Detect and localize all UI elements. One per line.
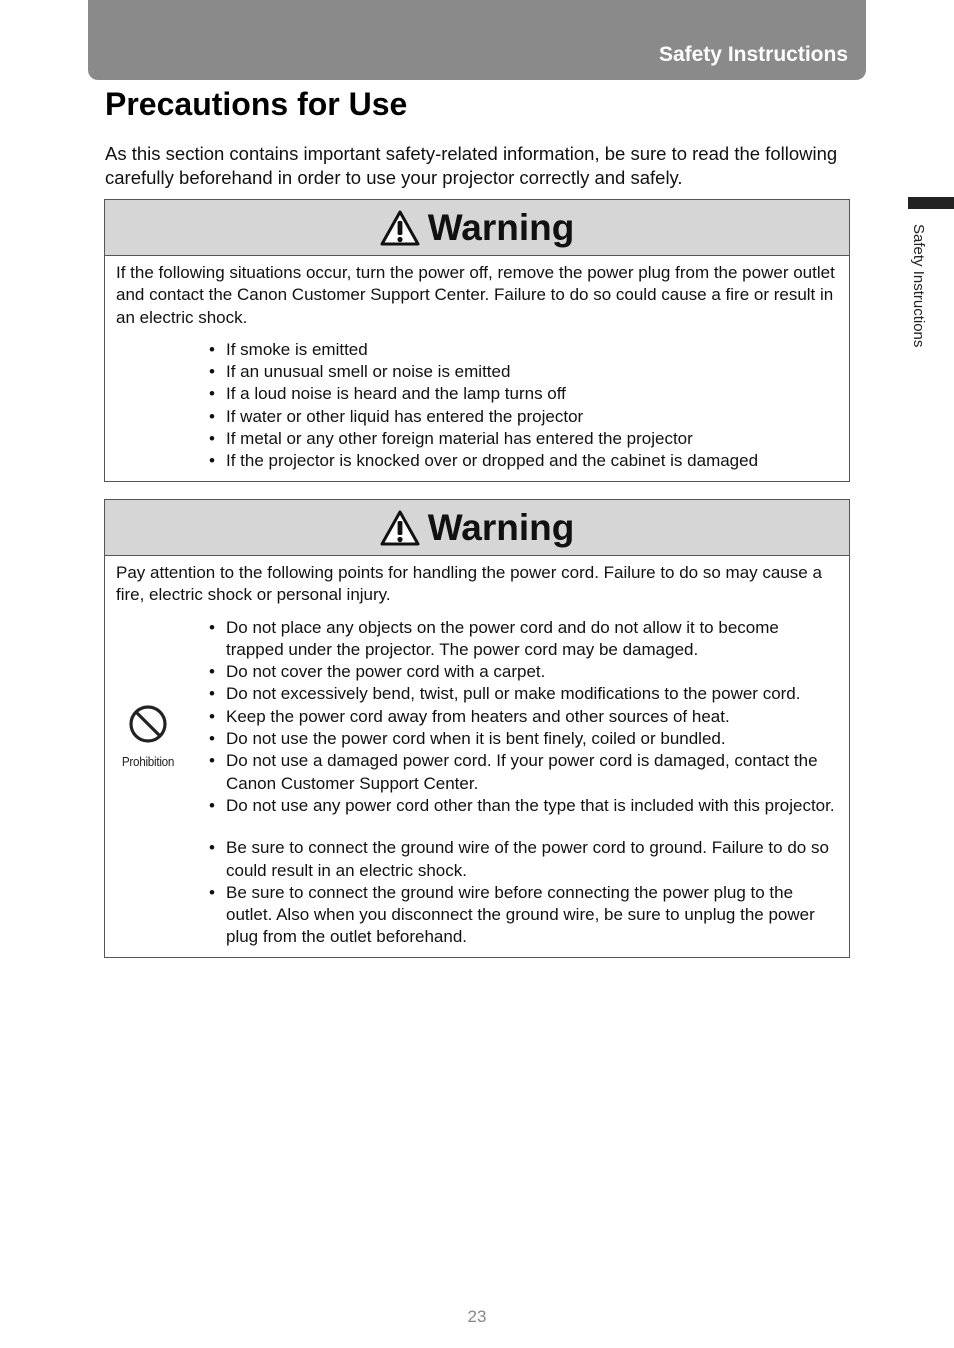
warning-box-power-cord xyxy=(104,499,850,958)
list-item: • Do not use a damaged power cord. If your power cord is damaged, contact the Canon Customer Support Center. xyxy=(204,750,839,795)
list-item: • Do not use the power cord when it is bent finely, coiled or bundled. xyxy=(204,728,839,750)
warning-heading: Warning xyxy=(427,206,575,248)
warning-text: If the following situations occur, turn the power off, remove the power plug from the power outlet and contact the Canon Customer Support Center. Failure to do so could cause a fire or result in an electric shock. xyxy=(116,263,835,327)
ground-wire-list xyxy=(116,837,839,948)
side-tab-label: Safety Instructions xyxy=(910,224,927,348)
list-item: • Do not excessively bend, twist, pull or make modifications to the power cord. xyxy=(204,683,839,705)
prohibition-label: Prohibition xyxy=(121,754,175,770)
page-title: Precautions for Use xyxy=(105,86,408,122)
list-item: • Do not use any power cord other than the type that is included with this projector. xyxy=(204,795,839,817)
list-item: • Be sure to connect the ground wire of the power cord to ground. Failure to do so could result in an electric shock. xyxy=(204,837,839,882)
warning-heading: Warning xyxy=(427,506,575,548)
page-number: 23 xyxy=(467,1307,487,1326)
header-band xyxy=(88,0,866,80)
warning-triangle-icon xyxy=(380,210,420,246)
warning-body xyxy=(105,256,849,481)
list-item: • If water or other liquid has entered the projector xyxy=(204,406,839,428)
list-item: • Keep the power cord away from heaters and other sources of heat. xyxy=(204,706,839,728)
side-tab-marker xyxy=(908,197,954,209)
list-item: • If the projector is knocked over or dropped and the cabinet is damaged xyxy=(204,450,839,472)
situation-list xyxy=(116,339,839,473)
list-item: • If smoke is emitted xyxy=(204,339,839,361)
warning-header xyxy=(105,500,849,556)
warning-text: Pay attention to the following points for handling the power cord. Failure to do so may cause a fire, electric shock or personal injury. xyxy=(116,563,822,605)
list-item: • If metal or any other foreign material has entered the projector xyxy=(204,428,839,450)
header-section-title: Safety Instructions xyxy=(658,43,848,66)
prohibition-icon xyxy=(128,704,168,744)
warning-header xyxy=(105,200,849,256)
power-cord-list xyxy=(116,617,839,818)
list-item: • If a loud noise is heard and the lamp turns off xyxy=(204,383,839,405)
list-item: • If an unusual smell or noise is emitted xyxy=(204,361,839,383)
warning-triangle-icon xyxy=(380,510,420,546)
list-item: • Do not cover the power cord with a carpet. xyxy=(204,661,839,683)
warning-box-power-off xyxy=(104,199,850,482)
warning-body xyxy=(105,556,849,957)
list-item: • Be sure to connect the ground wire before connecting the power plug to the outlet. Also when you disconnect the ground wire, be sure to unplug the power plug from the outlet beforehand. xyxy=(204,882,839,949)
prohibition-symbol xyxy=(117,704,179,774)
list-item: • Do not place any objects on the power cord and do not allow it to become trapped under the projector. The power cord may be damaged. xyxy=(204,617,839,662)
intro-paragraph: As this section contains important safety-related information, be sure to read the following carefully beforehand in order to use your projector correctly and safely. xyxy=(105,143,838,188)
